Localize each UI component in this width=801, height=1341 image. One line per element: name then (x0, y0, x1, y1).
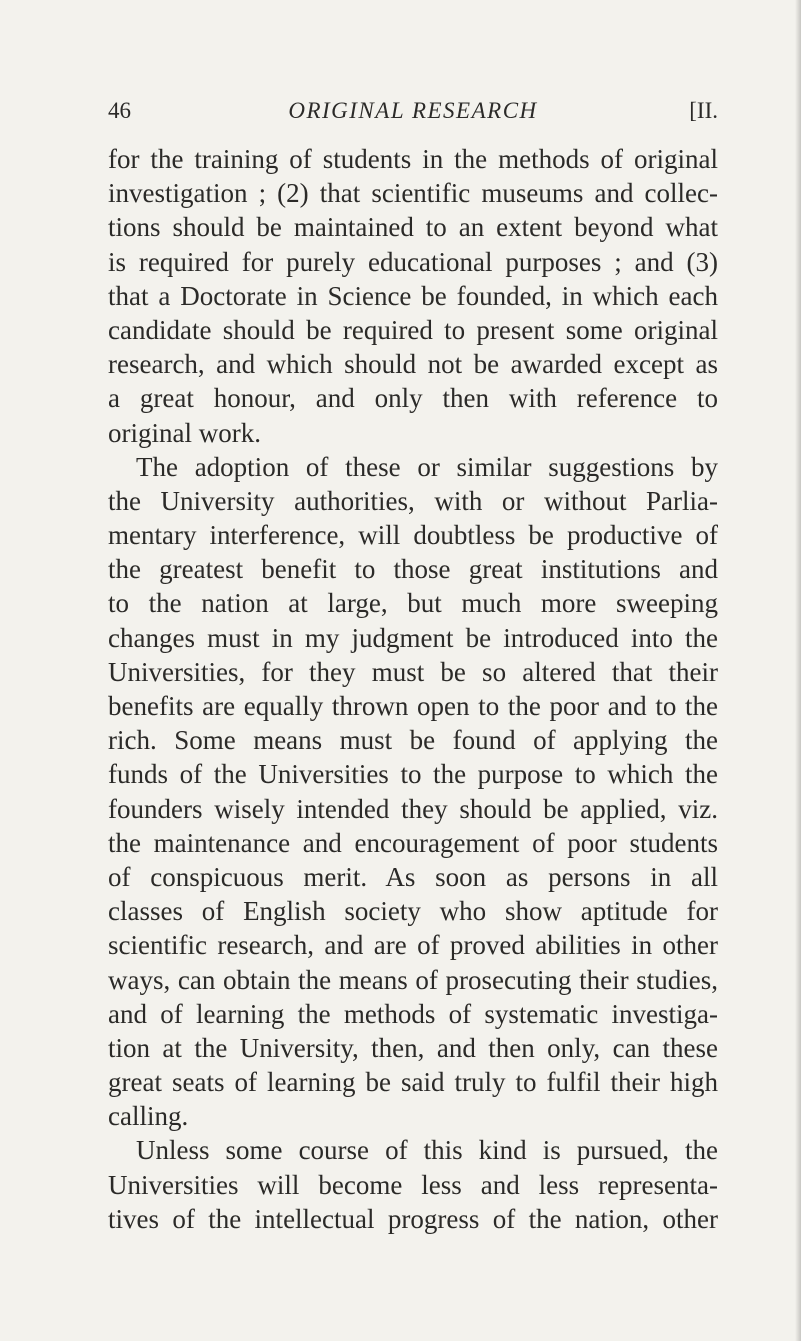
chapter-reference: [II. (689, 98, 718, 123)
text-line: funds of the Universities to the purpose to which the (108, 759, 718, 790)
text-line: the University authorities, with or without Parlia- (108, 485, 718, 516)
text-line: the greatest benefit to those great institutions and (108, 554, 718, 585)
text-line: changes must in my judgment be introduced into the (108, 622, 718, 653)
text-line: a great honour, and only then with reference to (108, 383, 718, 414)
text-line: that a Doctorate in Science be founded, in which each (108, 280, 718, 311)
text-line: rich. Some means must be found of applying the (108, 725, 718, 756)
text-line: Unless some course of this kind is pursued, the (136, 1135, 718, 1166)
text-line: original work. (108, 417, 261, 448)
text-line: research, and which should not be awarded except as (108, 349, 718, 380)
text-line: The adoption of these or similar suggestions by (136, 451, 718, 482)
text-line: tives of the intellectual progress of the nation, other (108, 1203, 718, 1234)
text-line: candidate should be required to present some original (108, 314, 718, 345)
running-title: ORIGINAL RESEARCH (288, 98, 538, 123)
body-text (108, 142, 718, 1236)
text-line: and of learning the methods of systematic investiga- (108, 998, 718, 1029)
text-line: of conspicuous merit. As soon as persons in all (108, 861, 718, 892)
text-line: mentary interference, will doubtless be productive of (108, 520, 718, 551)
text-line: scientific research, and are of proved abilities in other (108, 930, 718, 961)
text-line: the maintenance and encouragement of poor students (108, 827, 718, 858)
text-line: tion at the University, then, and then only, can these (108, 1032, 718, 1063)
text-line: Universities will become less and less representa- (108, 1169, 718, 1200)
text-line: benefits are equally thrown open to the poor and to the (108, 691, 718, 721)
text-line: calling. (108, 1101, 189, 1132)
text-line: tions should be maintained to an extent beyond what (108, 212, 718, 243)
text-line: great seats of learning be said truly to fulfil their high (108, 1067, 718, 1098)
text-line: is required for purely educational purposes ; and (3) (108, 246, 718, 277)
text-line: classes of English society who show aptitude for (108, 896, 718, 927)
page-edge-shadow (795, 0, 801, 1341)
text-line: founders wisely intended they should be applied, viz. (108, 793, 718, 824)
text-line: Universities, for they must be so altered that their (108, 656, 718, 687)
page-number: 46 (108, 98, 131, 123)
text-line: investigation ; (2) that scientific museums and collec- (108, 178, 718, 209)
text-line: ways, can obtain the means of prosecuting their studies, (108, 964, 718, 995)
running-head (108, 98, 718, 128)
text-line: for the training of students in the methods of original (108, 144, 718, 174)
text-line: to the nation at large, but much more sweeping (108, 588, 718, 619)
